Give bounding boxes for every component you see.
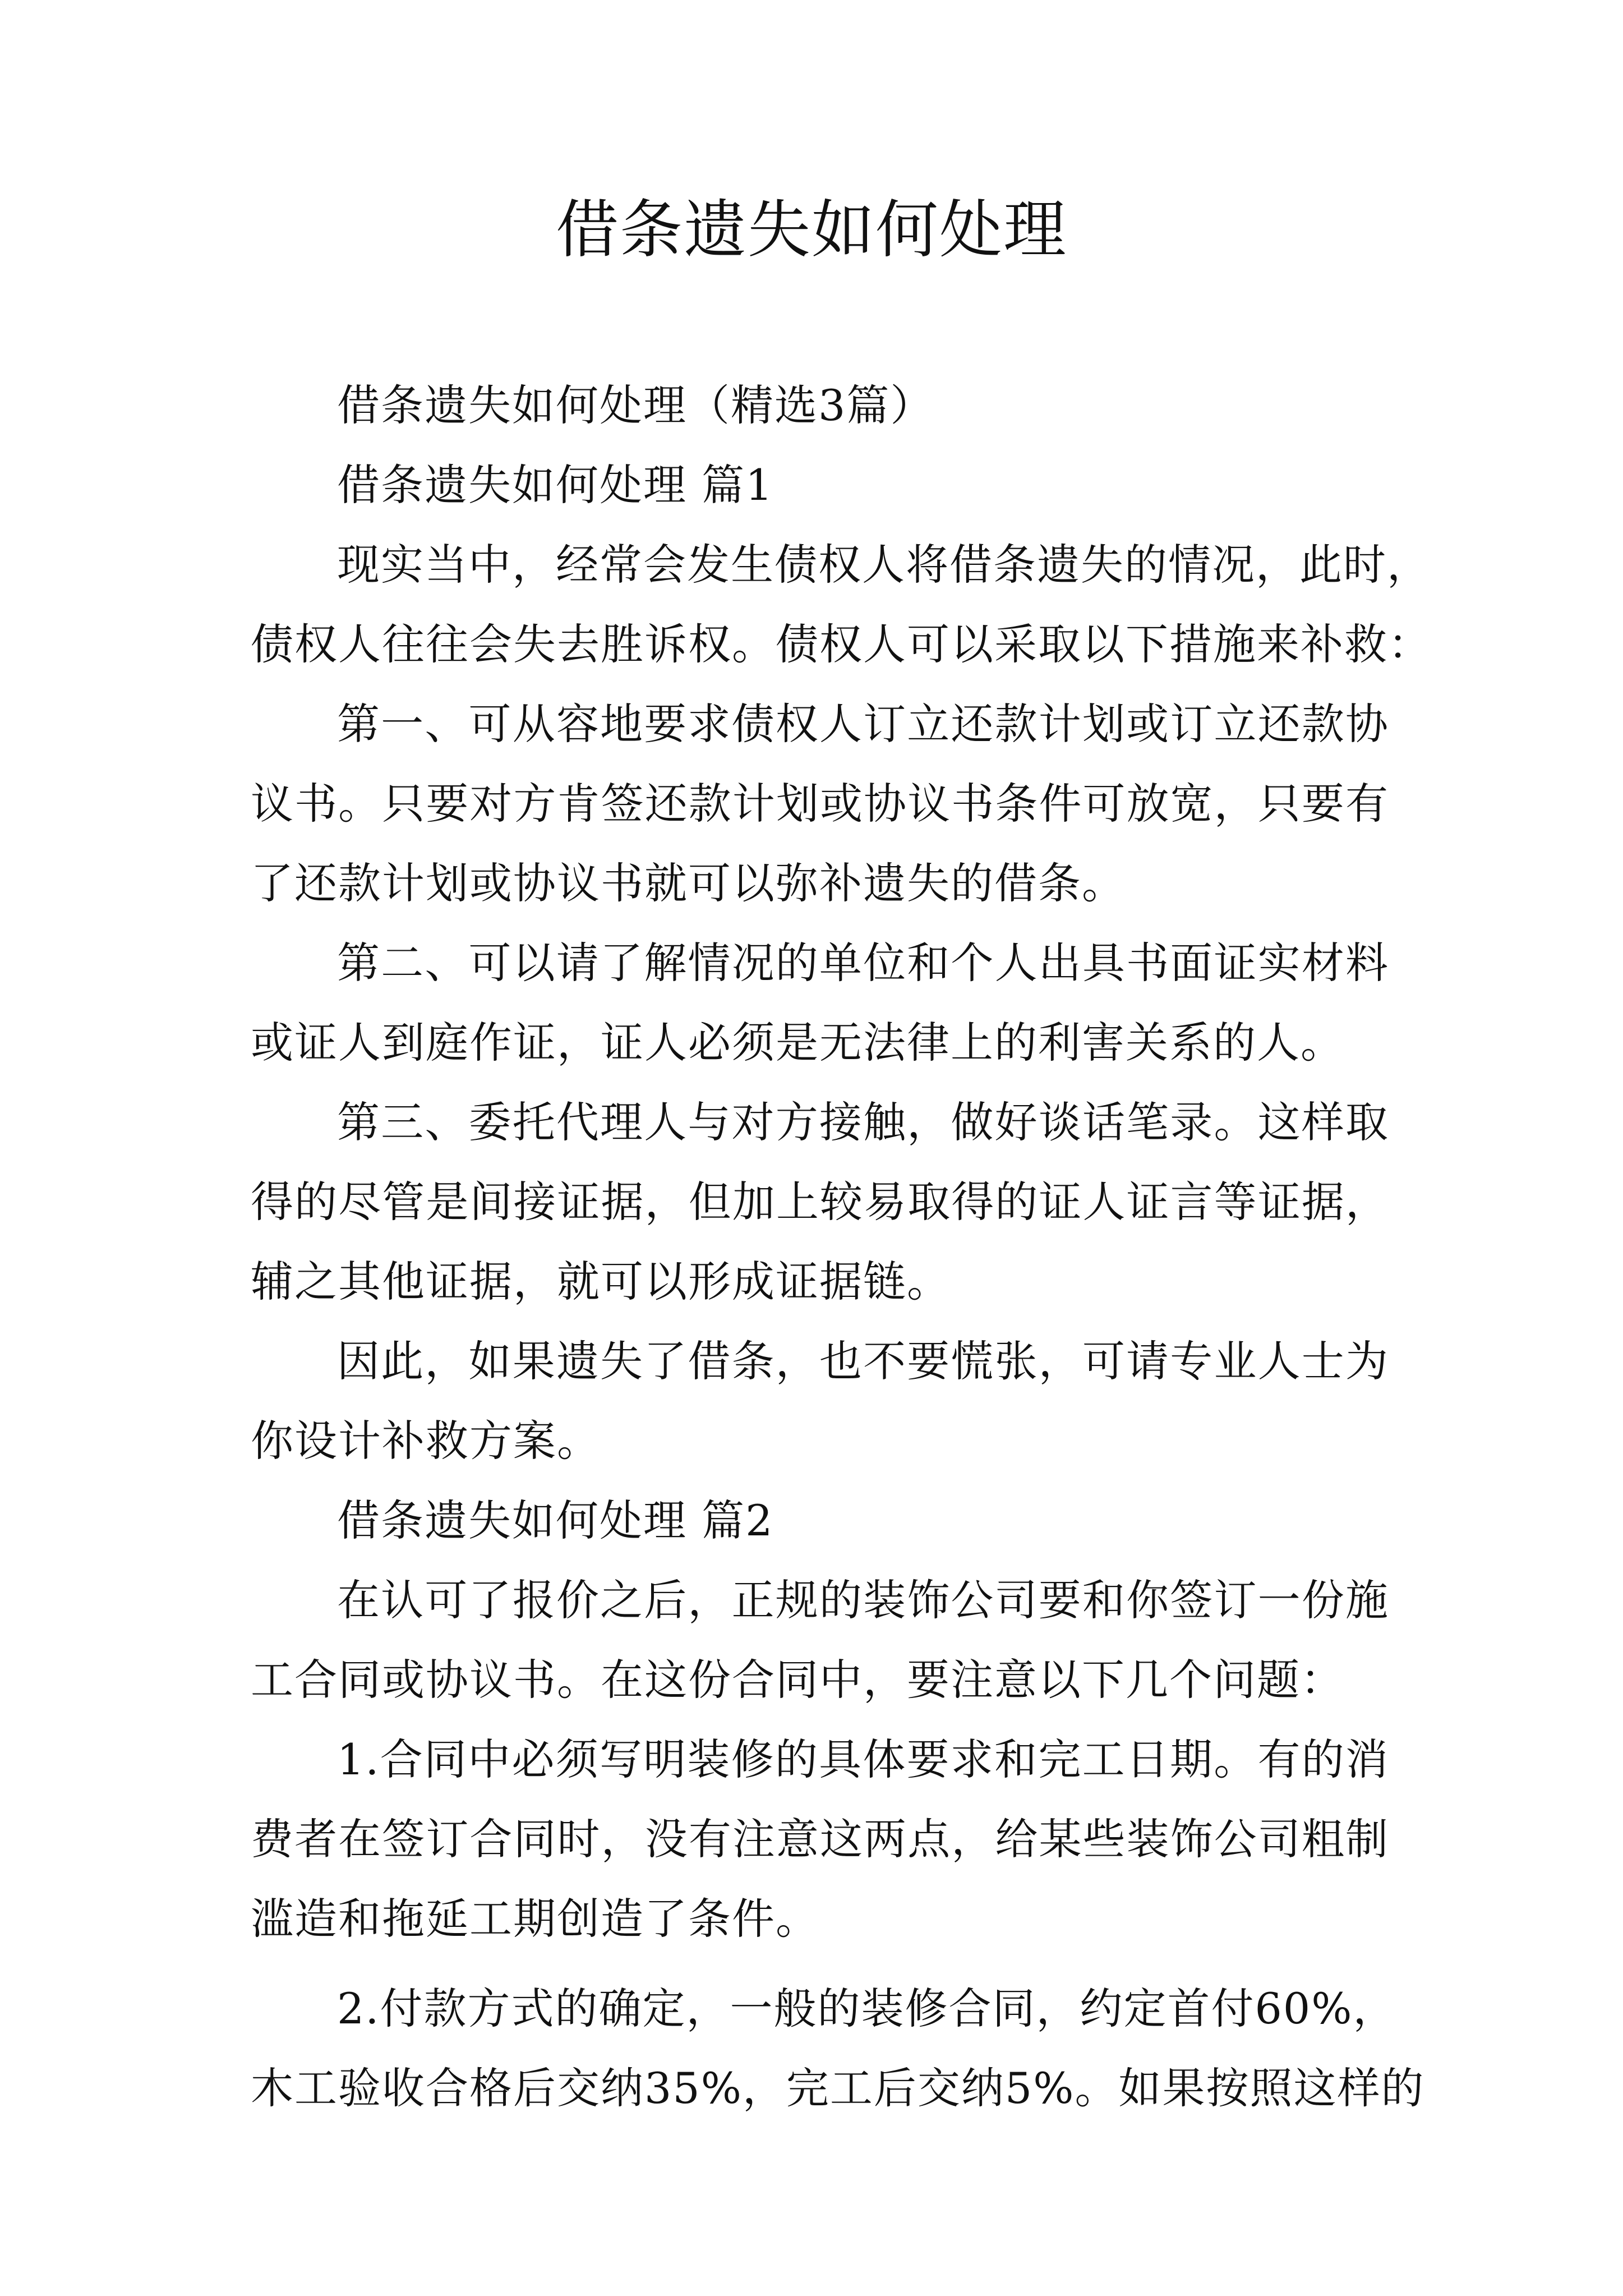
paragraph-line: 第二、可以请了解情况的单位和个人出具书面证实材料 <box>337 938 1389 988</box>
paragraph-line: 1.合同中必须写明装修的具体要求和完工日期。有的消 <box>337 1734 1389 1784</box>
paragraph-line: 第一、可从容地要求债权人订立还款计划或订立还款协 <box>337 699 1389 749</box>
document-body <box>251 366 1432 2128</box>
paragraph-spacer <box>251 1959 1389 1969</box>
subtitle-line: 借条遗失如何处理（精选3篇） <box>337 380 934 430</box>
document-title: 借条遗失如何处理 <box>556 194 1067 266</box>
paragraph-line: 债权人往往会失去胜诉权。债权人可以采取以下措施来补救： <box>251 619 1432 669</box>
paragraph-line: 滥造和拖延工期创造了条件。 <box>251 1894 819 1944</box>
paragraph-line: 辅之其他证据，就可以形成证据链。 <box>251 1257 951 1306</box>
paragraph-line: 费者在签订合同时，没有注意这两点，给某些装饰公司粗制 <box>251 1814 1389 1864</box>
paragraph-line: 工合同或协议书。在这份合同中，要注意以下几个问题： <box>251 1655 1344 1705</box>
paragraph-line: 得的尽管是间接证据，但加上较易取得的证人证言等证据， <box>251 1177 1389 1227</box>
section-heading-1: 借条遗失如何处理 篇1 <box>337 460 774 510</box>
paragraph-line: 木工验收合格后交纳35%，完工后交纳5%。如果按照这样的 <box>251 2063 1425 2113</box>
paragraph-line: 在认可了报价之后，正规的装饰公司要和你签订一份施 <box>337 1575 1389 1625</box>
paragraph-line: 因此，如果遗失了借条，也不要慌张，可请专业人士为 <box>337 1336 1389 1386</box>
paragraph-line: 了还款计划或协议书就可以弥补遗失的借条。 <box>251 858 1126 908</box>
section-heading-2: 借条遗失如何处理 篇2 <box>337 1496 774 1545</box>
paragraph-line: 第三、委托代理人与对方接触，做好谈话笔录。这样取 <box>337 1097 1389 1147</box>
paragraph-line: 你设计补救方案。 <box>251 1416 601 1466</box>
paragraph-line: 2.付款方式的确定，一般的装修合同，约定首付60%， <box>337 1984 1397 2033</box>
paragraph-line: 或证人到庭作证，证人必须是无法律上的利害关系的人。 <box>251 1018 1344 1068</box>
paragraph-line: 议书。只要对方肯签还款计划或协议书条件可放宽，只要有 <box>251 779 1389 829</box>
paragraph-line: 现实当中，经常会发生债权人将借条遗失的情况，此时， <box>337 540 1431 590</box>
